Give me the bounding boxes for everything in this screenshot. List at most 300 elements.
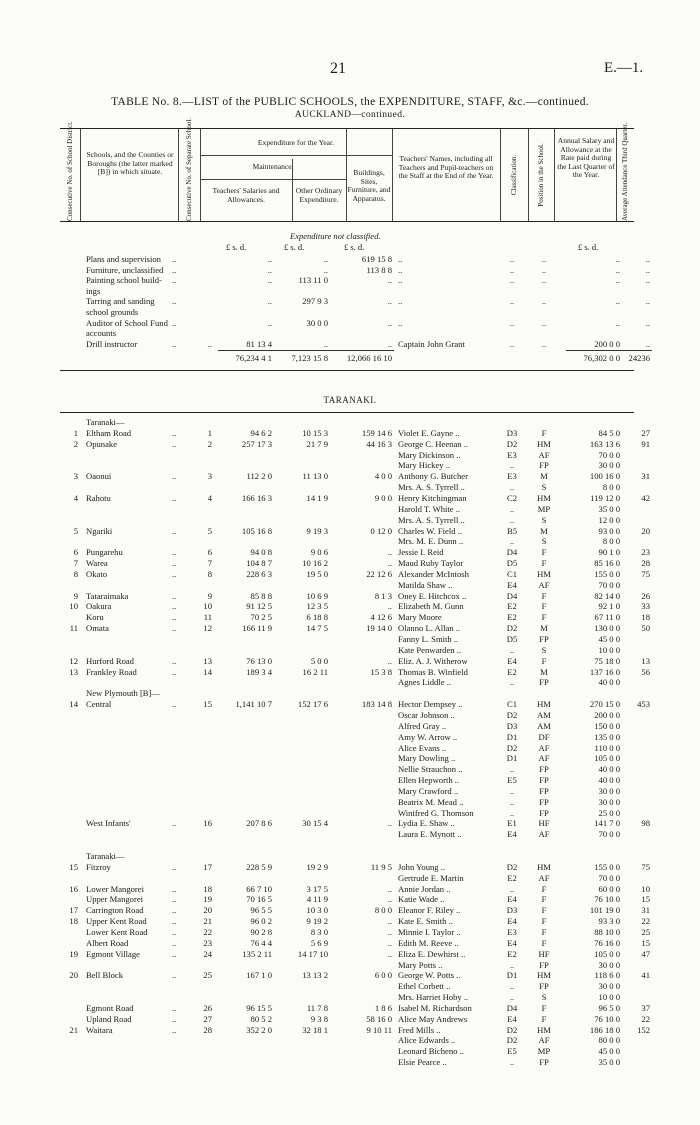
- table-row: [0, 493, 700, 504]
- money-header-other: £ s. d.: [284, 242, 305, 252]
- cell-oth: 11 7 8: [306, 1002, 328, 1013]
- cell-att: 50: [641, 623, 650, 634]
- cell-att: 18: [641, 612, 650, 623]
- cell-sep: 7: [207, 558, 212, 569]
- table-row: [0, 471, 700, 482]
- cell-no: 7: [73, 558, 78, 569]
- cell-oth: ..: [323, 338, 328, 349]
- cell-oth: 30 0 0: [306, 317, 328, 328]
- cell-pos: MP: [537, 503, 551, 514]
- cell-pos: FP: [539, 677, 549, 688]
- cell-tch: Laura E. Mynott ..: [398, 829, 462, 840]
- cell-tch: Lydia E. Shaw ..: [398, 818, 455, 829]
- cell-pos: HM: [537, 438, 551, 449]
- cell-cls: D1: [506, 970, 518, 981]
- cell-cls: B5: [506, 525, 518, 536]
- cell-tch: Mrs. A. S. Tyrrell ..: [398, 514, 465, 525]
- cell-pay: ..: [615, 254, 620, 264]
- table-row: [0, 667, 700, 678]
- cell-cls: E4: [507, 579, 517, 590]
- cell-cls: ..: [509, 764, 515, 775]
- table-row: [0, 1003, 700, 1014]
- page-number: 21: [330, 60, 346, 77]
- cell-dots: ..: [172, 970, 177, 981]
- cell-tch: Elsie Pearce ..: [398, 1057, 447, 1068]
- cell-oth: 9 19 3: [306, 525, 328, 536]
- cell-tch: Maud Ruby Taylor: [398, 558, 464, 569]
- table-row: [0, 1025, 700, 1036]
- table-row: [0, 1014, 700, 1025]
- cell-sep: ..: [207, 338, 212, 349]
- cell-dots: ..: [172, 1024, 177, 1035]
- cell-school: Warea: [86, 558, 108, 569]
- cell-sep: 27: [203, 1013, 212, 1024]
- cell-att: 91: [641, 438, 650, 449]
- cell-tch: Mary Dowling ..: [398, 753, 456, 764]
- cell-pay: 76 10 0: [594, 894, 620, 905]
- cell-no: 19: [69, 948, 78, 959]
- cell-school: Carrington Road: [86, 905, 144, 916]
- cell-tch: Mary Moore: [398, 612, 442, 623]
- section-label-unclassified: Expenditure not classified.: [290, 231, 381, 241]
- cell-bld: 159 14 6: [361, 427, 392, 438]
- cell-cls: D4: [506, 1002, 518, 1013]
- cell-att: 27: [641, 427, 650, 438]
- cell-att: 15: [641, 894, 650, 905]
- total-salaries: 76,234 4 1: [235, 353, 272, 363]
- cell-dots: ..: [172, 558, 177, 569]
- cell-att: 75: [641, 568, 650, 579]
- cell-tch: Eliz. A. J. Witherow: [398, 655, 468, 666]
- cell-no: 15: [69, 861, 78, 872]
- money-header-buildings: £ s. d.: [344, 242, 365, 252]
- cell-sep: 21: [203, 916, 212, 927]
- cell-tch: Violet E. Gayne ..: [398, 427, 460, 438]
- cell-tch: Alice May Andrews: [398, 1013, 468, 1024]
- table-row: [0, 851, 700, 862]
- cell-sep: 12: [203, 623, 212, 634]
- cell-pos: F: [541, 937, 547, 948]
- cell-school: Tataraimaka: [86, 590, 129, 601]
- cell-tch: Fanny L. Smith ..: [398, 634, 459, 644]
- cell-pos: M: [540, 525, 548, 536]
- table-row: [0, 797, 700, 808]
- cell-no: 12: [69, 655, 78, 666]
- cell-sal: 94 6 2: [250, 427, 272, 438]
- cell-pos: F: [541, 926, 547, 937]
- cell-pay: 35 0 0: [598, 503, 620, 514]
- cell-pay: 30 0 0: [598, 981, 620, 992]
- cell-bld: 8 0 0: [374, 905, 392, 916]
- cell-school: school grounds: [86, 307, 139, 317]
- cell-school: Taranaki—: [86, 851, 125, 861]
- cell-dots: ..: [172, 883, 177, 894]
- cell-school: Furniture, unclassified: [86, 264, 164, 275]
- cell-cls: ..: [509, 275, 515, 286]
- cell-cls: E4: [507, 937, 517, 948]
- table-row: [0, 296, 700, 307]
- cell-pay: 40 0 0: [598, 764, 620, 775]
- cell-pay: 70 0 0: [598, 872, 620, 883]
- cell-pay: 88 10 0: [594, 926, 620, 937]
- header-expenditure: Expenditure for the Year.: [257, 138, 335, 147]
- cell-bld: ..: [387, 916, 392, 927]
- cell-oth: 4 11 9: [306, 894, 328, 905]
- cell-bld: 58 16 0: [366, 1013, 392, 1024]
- cell-att: 10: [641, 883, 650, 894]
- cell-pay: 101 19 0: [589, 905, 620, 916]
- cell-tch: George C. Heenan ..: [398, 438, 469, 449]
- cell-oth: 12 3 5: [306, 601, 328, 612]
- cell-school: Ngariki: [86, 525, 113, 536]
- table-row: [0, 265, 700, 276]
- cell-pay: 12 0 0: [598, 514, 620, 525]
- cell-bld: 8 1 3: [374, 590, 392, 601]
- cell-att: 33: [641, 601, 650, 612]
- cell-bld: 1 8 6: [374, 1002, 392, 1013]
- cell-no: 3: [73, 471, 78, 482]
- cell-cls: ..: [509, 785, 515, 796]
- cell-cls: E5: [507, 1046, 517, 1057]
- cell-pos: F: [541, 590, 547, 601]
- cell-cls: E4: [507, 829, 517, 840]
- cell-att: 31: [641, 905, 650, 916]
- region-heading: TARANAKI.: [323, 395, 377, 405]
- cell-bld: ..: [387, 317, 392, 328]
- cell-cls: D2: [506, 861, 518, 872]
- cell-pay: 70 0 0: [598, 449, 620, 460]
- total-other: 7,123 15 8: [291, 353, 328, 363]
- cell-no: 17: [69, 905, 78, 916]
- cell-sal: 104 8 7: [246, 558, 272, 569]
- cell-school: Pungarehu: [86, 547, 123, 558]
- cell-oth: 5 0 0: [310, 655, 328, 666]
- table-row: [0, 862, 700, 873]
- cell-cls: C1: [506, 699, 518, 710]
- cell-cls: D4: [506, 590, 518, 601]
- cell-school: ings: [86, 285, 101, 296]
- cell-cls: ..: [509, 807, 515, 818]
- cell-pos: ..: [541, 317, 547, 328]
- table-row: [0, 960, 700, 971]
- table-row: [0, 515, 700, 526]
- cell-pay: 92 1 0: [598, 601, 620, 612]
- cell-pos: S: [541, 482, 547, 493]
- cell-tch: Kate Penwarden ..: [398, 644, 461, 655]
- cell-sal: 189 3 4: [246, 666, 272, 677]
- cell-cls: E1: [507, 818, 517, 829]
- table-row: [0, 829, 700, 840]
- table-row: [0, 905, 700, 916]
- cell-cls: D2: [506, 438, 518, 449]
- cell-pos: F: [541, 558, 547, 569]
- cell-tch: Gertrude E. Martin: [398, 872, 464, 883]
- cell-pay: 90 1 0: [598, 547, 620, 558]
- cell-bld: 6 0 0: [374, 970, 392, 981]
- header-position: Position in the School.: [537, 143, 545, 207]
- table-title: TABLE No. 8.—LIST of the PUBLIC SCHOOLS, the EXPENDITURE, STAFF, &c.—continued.: [111, 96, 589, 108]
- cell-cls: ..: [509, 482, 515, 493]
- cell-oth: 297 9 3: [302, 296, 328, 307]
- cell-pos: AF: [538, 872, 550, 883]
- cell-dots: ..: [172, 601, 177, 612]
- cell-pay: 70 0 0: [598, 579, 620, 590]
- header-consec-no: Consecutive No. of School District.: [66, 121, 74, 221]
- cell-sep: 15: [203, 699, 212, 710]
- cell-pos: FP: [539, 785, 549, 796]
- cell-school: Rahotu: [86, 492, 111, 503]
- cell-pos: ..: [541, 275, 547, 286]
- cell-sal: ..: [267, 317, 272, 328]
- cell-cls: ..: [509, 264, 515, 275]
- cell-no: 5: [73, 525, 78, 536]
- cell-pos: F: [541, 894, 547, 905]
- cell-no: 6: [73, 547, 78, 558]
- cell-oth: 10 3 0: [306, 905, 328, 916]
- cell-dots: ..: [172, 699, 177, 710]
- cell-att: ..: [645, 275, 650, 286]
- cell-dots: ..: [172, 937, 177, 948]
- table-row: [0, 428, 700, 439]
- cell-pos: M: [540, 666, 548, 677]
- cell-no: 9: [73, 590, 78, 601]
- cell-tch: Winifred G. Thomson: [398, 807, 474, 818]
- cell-pay: 8 0 0: [602, 482, 620, 493]
- cell-school: Bell Block: [86, 970, 123, 981]
- cell-school: Egmont Road: [86, 1002, 134, 1013]
- header-classification: Classification.: [510, 154, 518, 196]
- table-row: [0, 818, 700, 829]
- cell-sep: 24: [203, 948, 212, 959]
- table-row: [0, 721, 700, 732]
- cell-dots: ..: [172, 492, 177, 503]
- cell-school: Tarring and sanding: [86, 296, 155, 307]
- cell-pay: 130 0 0: [594, 623, 620, 634]
- cell-oth: ..: [323, 264, 328, 275]
- cell-school: Oaonui: [86, 471, 112, 482]
- cell-pos: S: [541, 536, 547, 547]
- cell-bld: ..: [387, 926, 392, 937]
- cell-tch: Fred Mills ..: [398, 1024, 441, 1035]
- cell-dots: ..: [172, 1002, 177, 1013]
- cell-school: Lower Kent Road: [86, 926, 148, 937]
- cell-sal: 90 2 8: [250, 926, 272, 937]
- cell-pay: 163 13 6: [589, 438, 620, 449]
- table-row: [0, 656, 700, 667]
- cell-tch: Mary Hickey ..: [398, 460, 451, 471]
- cell-school: West Infants': [86, 818, 131, 829]
- cell-bld: ..: [387, 547, 392, 558]
- cell-bld: ..: [387, 894, 392, 905]
- cell-pay: 30 0 0: [598, 785, 620, 796]
- cell-att: ..: [645, 264, 650, 275]
- cell-pay: 75 18 0: [594, 655, 620, 666]
- cell-school: Drill instructor: [86, 338, 138, 349]
- cell-pay: 100 16 0: [589, 471, 620, 482]
- cell-att: ..: [645, 254, 650, 264]
- cell-pos: HM: [537, 699, 551, 710]
- cell-tch: Leonard Bicheno ..: [398, 1046, 464, 1057]
- cell-cls: ..: [509, 677, 515, 688]
- table-row: [0, 634, 700, 645]
- cell-sal: 96 0 2: [250, 916, 272, 927]
- cell-att: 41: [641, 970, 650, 981]
- cell-bld: ..: [387, 883, 392, 894]
- cell-dots: ..: [172, 666, 177, 677]
- cell-att: 47: [641, 948, 650, 959]
- table-row: [0, 981, 700, 992]
- header-teachers: Teachers' Names, including all Teachers and Pupil-teachers on the Staff at the End of the Year.: [398, 154, 494, 181]
- cell-pay: 35 0 0: [598, 1057, 620, 1068]
- table-row: [0, 992, 700, 1003]
- cell-cls: E2: [507, 666, 517, 677]
- cell-pay: 40 0 0: [598, 775, 620, 786]
- cell-dots: ..: [172, 861, 177, 872]
- cell-pay: 270 15 0: [589, 699, 620, 710]
- cell-oth: ..: [323, 254, 328, 264]
- cell-att: 37: [641, 1002, 650, 1013]
- cell-pos: F: [541, 916, 547, 927]
- cell-sal: 166 11 9: [242, 623, 272, 634]
- cell-pay: 155 0 0: [594, 861, 620, 872]
- cell-sal: 228 5 9: [246, 861, 272, 872]
- cell-dots: ..: [172, 623, 177, 634]
- cell-bld: 19 14 0: [366, 623, 392, 634]
- cell-pay: 186 18 0: [589, 1024, 620, 1035]
- cell-pay: 96 5 0: [598, 1002, 620, 1013]
- cell-sep: 13: [203, 655, 212, 666]
- cell-pay: 8 0 0: [602, 536, 620, 547]
- cell-sep: 4: [207, 492, 212, 503]
- cell-tch: Edith M. Reeve ..: [398, 937, 459, 948]
- table-row: [0, 884, 700, 895]
- cell-pos: FP: [539, 796, 549, 807]
- cell-pos: ..: [541, 264, 547, 275]
- cell-cls: D2: [506, 709, 518, 720]
- cell-school: Upper Kent Road: [86, 916, 147, 927]
- cell-pos: F: [541, 601, 547, 612]
- cell-pay: 10 0 0: [598, 992, 620, 1003]
- cell-oth: 10 16 2: [302, 558, 328, 569]
- cell-tch: Mary Crawford ..: [398, 785, 459, 796]
- table-row: [0, 328, 700, 339]
- cell-oth: 13 13 2: [302, 970, 328, 981]
- cell-tch: Eliza E. Dewhirst ..: [398, 948, 466, 959]
- cell-no: 10: [69, 601, 78, 612]
- header-other: Other Ordinary Expenditure.: [295, 186, 343, 204]
- cell-pay: 200 0 0: [594, 338, 620, 349]
- cell-oth: 16 2 11: [302, 666, 328, 677]
- cell-bld: 11 9 5: [370, 861, 392, 872]
- cell-cls: E2: [507, 601, 517, 612]
- cell-no: 11: [69, 623, 78, 634]
- cell-dots: ..: [172, 568, 177, 579]
- cell-bld: 9 10 11: [366, 1024, 392, 1035]
- table-row: [0, 970, 700, 981]
- header-attendance: Average Attendance Third Quarter.: [621, 122, 629, 221]
- cell-tch: Alexander McIntosh: [398, 568, 469, 579]
- cell-school: Upland Road: [86, 1013, 132, 1024]
- cell-tch: Mary Dickinson ..: [398, 449, 461, 460]
- table-row: [0, 275, 700, 286]
- cell-oth: 32 18 1: [302, 1024, 328, 1035]
- cell-cls: E2: [507, 948, 517, 959]
- cell-dots: ..: [172, 317, 177, 328]
- cell-bld: ..: [387, 948, 392, 959]
- cell-pos: HF: [538, 818, 550, 829]
- cell-dots: ..: [172, 547, 177, 558]
- cell-bld: 44 16 3: [366, 438, 392, 449]
- cell-sal: 85 8 8: [250, 590, 272, 601]
- cell-sal: 257 17 3: [241, 438, 272, 449]
- table-row: [0, 547, 700, 558]
- cell-sep: 14: [203, 666, 212, 677]
- cell-school: Opunake: [86, 438, 118, 449]
- cell-school: accounts: [86, 328, 117, 339]
- cell-pos: AF: [538, 449, 550, 460]
- cell-sep: 19: [203, 894, 212, 905]
- cell-bld: 4 0 0: [374, 471, 392, 482]
- table-row: [0, 580, 700, 591]
- cell-pay: 76 16 0: [594, 937, 620, 948]
- cell-pos: FP: [539, 775, 549, 786]
- cell-pos: F: [541, 547, 547, 558]
- table-row: [0, 591, 700, 602]
- table-row: [0, 601, 700, 612]
- cell-pos: HF: [538, 948, 550, 959]
- cell-tch: Elizabeth M. Gunn: [398, 601, 464, 612]
- cell-bld: ..: [387, 937, 392, 948]
- cell-cls: E4: [507, 894, 517, 905]
- cell-oth: 9 3 8: [310, 1013, 328, 1024]
- cell-att: ..: [645, 296, 650, 307]
- cell-tch: Olanno L. Allan ..: [398, 623, 461, 634]
- cell-dots: ..: [172, 590, 177, 601]
- cell-cls: ..: [509, 796, 515, 807]
- cell-pay: 67 11 0: [594, 612, 620, 623]
- cell-pay: 150 0 0: [594, 720, 620, 731]
- cell-pay: 105 0 0: [594, 948, 620, 959]
- cell-pos: M: [540, 471, 548, 482]
- money-header-annual: £ s. d.: [578, 242, 599, 252]
- cell-pay: 70 0 0: [598, 829, 620, 840]
- cell-tch: Harold T. White ..: [398, 503, 461, 514]
- table-row: [0, 775, 700, 786]
- header-schools: Schools, and the Counties or Boroughs (the latter marked [B]) in which situate.: [86, 150, 174, 177]
- cell-pos: AF: [538, 579, 550, 590]
- table-row: [0, 916, 700, 927]
- table-row: [0, 753, 700, 764]
- table-row: [0, 558, 700, 569]
- cell-no: 16: [69, 883, 78, 894]
- cell-pos: FP: [539, 959, 549, 970]
- cell-bld: 113 8 8: [366, 264, 392, 275]
- cell-pay: 119 12 0: [590, 492, 620, 503]
- cell-tch: Annie Jordan ..: [398, 883, 451, 894]
- cell-tch: Amy W. Arrow ..: [398, 731, 458, 742]
- cell-dots: ..: [172, 926, 177, 937]
- cell-oth: 21 7 9: [306, 438, 328, 449]
- cell-pos: AF: [538, 829, 550, 840]
- cell-att: 22: [641, 1013, 650, 1024]
- cell-pos: MP: [537, 1046, 551, 1057]
- cell-school: Koru: [86, 612, 104, 623]
- cell-dots: ..: [172, 905, 177, 916]
- cell-school: Frankley Road: [86, 666, 137, 677]
- cell-cls: ..: [509, 883, 515, 894]
- cell-tch: Hector Dempsey ..: [398, 699, 463, 710]
- cell-sep: 22: [203, 926, 212, 937]
